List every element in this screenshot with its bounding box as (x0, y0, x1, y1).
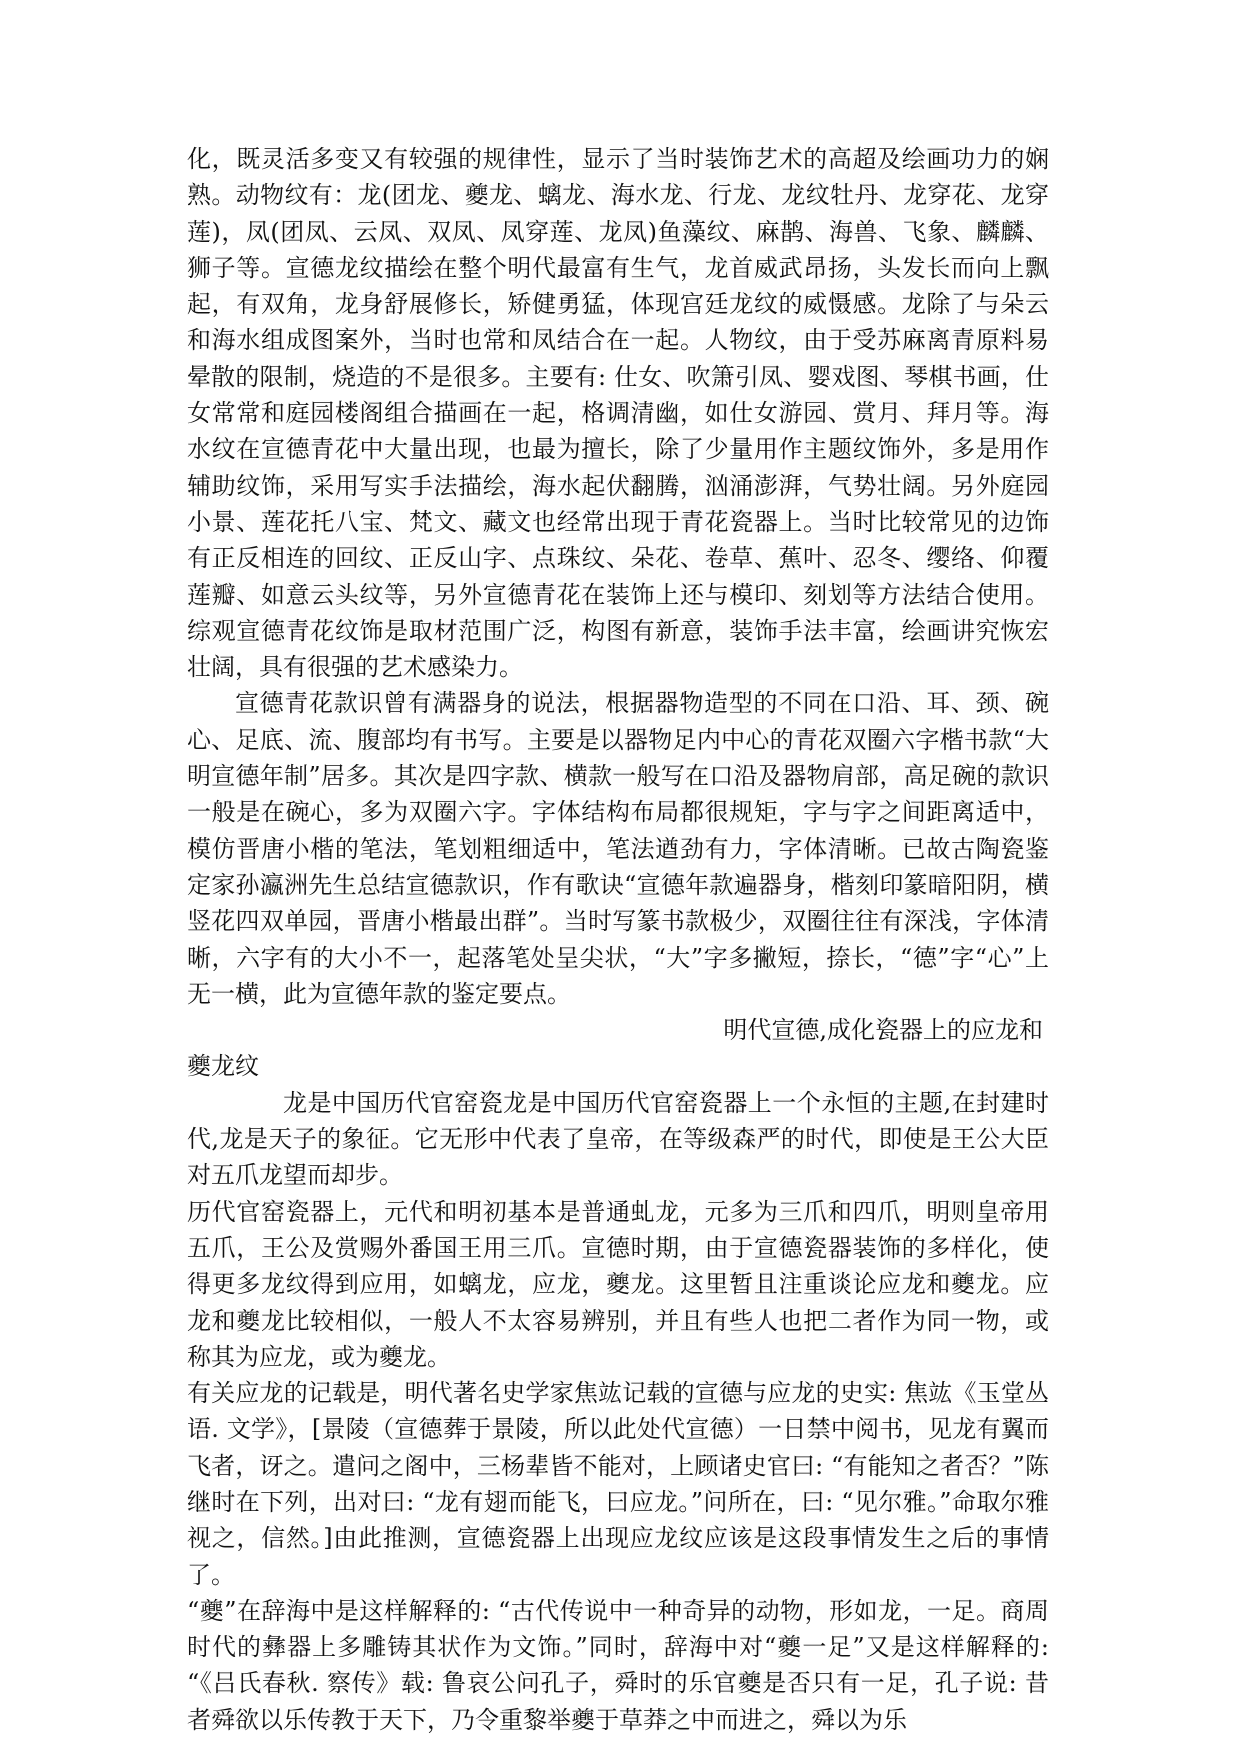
section-title-line-1: 明代宣德,成化瓷器上的应龙和 (723, 1016, 1043, 1045)
paragraph-kui-definition: “夔”在辞海中是这样解释的: “古代传说中一种奇异的动物，形如龙，一足。商周时代的彝器上多雕铸其状作为文饰。”同时，辞海中对“夔一足”又是这样解释的: “《吕氏春秋. 察传》载: 鲁哀公问孔子，舜时的乐官夔是否只有一足，孔子说: 昔者舜欲以乐传教于天下，乃令重黎举夔于草莽之中而进之，舜以为乐 (187, 1596, 1049, 1734)
paragraph-dragon-intro: 龙是中国历代官窑瓷龙是中国历代官窑瓷器上一个永恒的主题,在封建时代,龙是天子的象征。它无形中代表了皇帝，在等级森严的时代，即使是王公大臣对五爪龙望而却步。 (187, 1088, 1049, 1190)
paragraph-dragon-claws: 历代官窑瓷器上，元代和明初基本是普通虬龙，元多为三爪和四爪，明则皇帝用五爪，王公及赏赐外番国王用三爪。宣德时期，由于宣德瓷器装饰的多样化，使得更多龙纹得到应用，如螭龙，应龙，夔龙。这里暂且注重谈论应龙和夔龙。应龙和夔龙比较相似，一般人不太容易辨别，并且有些人也把二者作为同一物，或称其为应龙，或为夔龙。 (187, 1197, 1049, 1371)
paragraph-ornament-motifs: 化，既灵活多变又有较强的规律性，显示了当时装饰艺术的高超及绘画功力的娴熟。动物纹有：龙(团龙、夔龙、螭龙、海水龙、行龙、龙纹牡丹、龙穿花、龙穿莲)，凤(团凤、云凤、双凤、凤穿莲、龙凤)鱼藻纹、麻鹊、海兽、飞象、麟麟、狮子等。宣德龙纹描绘在整个明代最富有生气，龙首威武昂扬，头发长而向上飘起，有双角，龙身舒展修长，矫健勇猛，体现宫廷龙纹的威慑感。龙除了与朵云和海水组成图案外，当时也常和凤结合在一起。人物纹，由于受苏麻离青原料易晕散的限制，烧造的不是很多。主要有: 仕女、吹箫引凤、婴戏图、琴棋书画，仕女常常和庭园楼阁组合描画在一起，格调清幽，如仕女游园、赏月、拜月等。海水纹在宣德青花中大量出现，也最为擅长，除了少量用作主题纹饰外，多是用作辅助纹饰，采用写实手法描绘，海水起伏翻腾，汹涌澎湃，气势壮阔。另外庭园小景、莲花托八宝、梵文、藏文也经常出现于青花瓷器上。当时比较常见的边饰有正反相连的回纹、正反山字、点珠纹、朵花、卷草、蕉叶、忍冬、缨络、仰覆莲瓣、如意云头纹等，另外宣德青花在装饰上还与模印、刻划等方法结合使用。综观宣德青花纹饰是取材范围广泛，构图有新意，装饰手法丰富，绘画讲究恢宏壮阔，具有很强的艺术感染力。 (187, 145, 1049, 682)
section-title-line-2: 夔龙纹 (187, 1052, 259, 1081)
document-body (187, 141, 1049, 1738)
paragraph-yinglong-record: 有关应龙的记载是，明代著名史学家焦竑记载的宣德与应龙的史实: 焦竑《玉堂丛语. 文学》，[景陵（宣德葬于景陵，所以此处代宣德）一日禁中阅书，见龙有翼而飞者，讶之。遣问之阁中，三杨辈皆不能对，上顾诸史官曰: “有能知之者否？”陈继时在下列，出对曰: “龙有翅而能飞，曰应龙。”问所在，曰: “见尔雅。”命取尔雅视之，信然。]由此推测，宣德瓷器上出现应龙纹应该是这段事情发生之后的事情了。 (187, 1379, 1049, 1589)
paragraph-reign-marks: 宣德青花款识曾有满器身的说法，根据器物造型的不同在口沿、耳、颈、碗心、足底、流、腹部均有书写。主要是以器物足内中心的青花双圈六字楷书款“大明宣德年制”居多。其次是四字款、横款一般写在口沿及器物肩部，高足碗的款识一般是在碗心，多为双圈六字。字体结构布局都很规矩，字与字之间距离适中，模仿晋唐小楷的笔法，笔划粗细适中，笔法遒劲有力，字体清晰。已故古陶瓷鉴定家孙瀛洲先生总结宣德款识，作有歌诀“宣德年款遍器身，楷刻印篆暗阳阴，横竖花四双单园，晋唐小楷最出群”。当时写篆书款极少，双圈往往有深浅，字体清晰，六字有的大小不一，起落笔处呈尖状，“大”字多撇短，捺长，“德”字“心”上无一横，此为宣德年款的鉴定要点。 (187, 689, 1049, 1008)
